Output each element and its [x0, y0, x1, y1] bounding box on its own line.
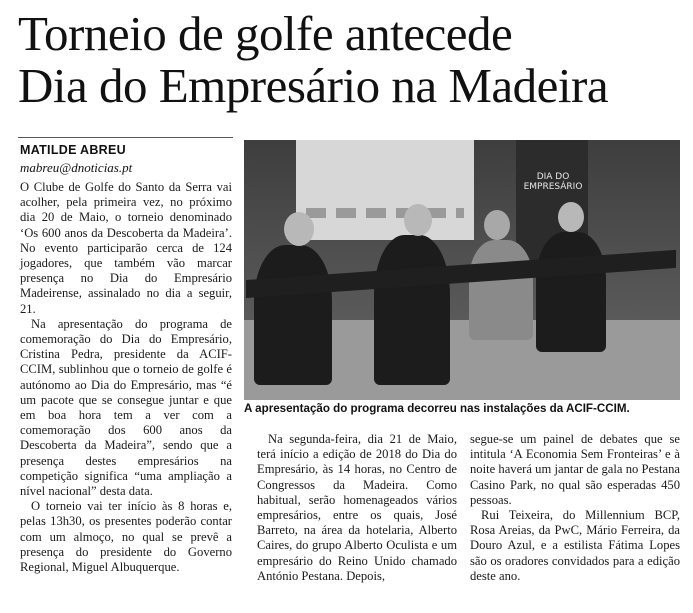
headline-line-1: Torneio de golfe antecede [18, 6, 513, 61]
paragraph: O Clube de Golfe do Santo da Serra vai acolher, pela primeira vez, no próximo dia 20 de Maio, o torneio denominado ‘Os 600 anos da Descoberta da Madeira’. No evento participarão cerca de 124 jogadores, que também vão marcar presença no Dia do Empresário Madeirense, assinalado no dia a seguir, 21. [20, 180, 232, 316]
paragraph: Na apresentação do programa de comemoração do Dia do Empresário, Cristina Pedra, presidente da ACIF-CCIM, sublinhou que o torneio de golfe é autónomo ao Dia do Empresário, mas “é um pacote que se consegue juntar e que em boa hora tem a ver com a comemoração dos 600 anos da Descoberta da Madeira”, sendo que a presença destes empresários na competição significa “uma ampliação a nível nacional” desta data. [20, 316, 232, 499]
headline-line-2: Dia do Empresário na Madeira [18, 58, 609, 113]
paragraph: O torneio vai ter início às 8 horas e, pelas 13h30, os presentes poderão contar com um almoço, no qual se prevê a presença do presidente do Governo Regional, Miguel Albuquerque. [20, 499, 232, 575]
speaker-figure [374, 235, 450, 385]
photo-caption: A apresentação do programa decorreu nas instalações da ACIF-CCIM. [244, 402, 630, 415]
speaker-head [404, 204, 432, 236]
article-column-3 [470, 432, 680, 584]
speaker-figure [536, 232, 606, 352]
speaker-figure [254, 245, 332, 385]
speaker-head [558, 202, 584, 232]
press-photo [244, 140, 680, 400]
banner-text: DIA DO EMPRESÁRIO [523, 172, 583, 192]
speaker-figure [469, 240, 533, 340]
paragraph: Rui Teixeira, do Millennium BCP, Rosa Areias, da PwC, Mário Ferreira, da Douro Azul, e a estilista Fátima Lopes são os oradores convidados para a edição deste ano. [470, 508, 680, 583]
paragraph: segue-se um painel de debates que se intitula ‘A Economia Sem Fronteiras’ e à noite haverá um jantar de gala no Pestana Casino Park, no qual são esperadas 450 pessoas. [470, 432, 680, 507]
article-column-1 [20, 180, 232, 575]
projection-screen [296, 140, 474, 240]
article-column-2 [257, 432, 457, 584]
sponsor-logos [306, 208, 464, 218]
headline [18, 8, 688, 112]
paragraph: Na segunda-feira, dia 21 de Maio, terá início a edição de 2018 do Dia do Empresário, às 14 horas, no Centro de Congressos da Madeira. Como habitual, serão homenageados vários empresários, entre os quais, José Barreto, na área da hotelaria, Alberto Caires, do grupo Alberto Oculista e um empresário do Reino Unido chamado António Pestana. Depois, [257, 432, 457, 583]
speaker-head [284, 212, 314, 246]
author-email[interactable]: mabreu@dnoticias.pt [20, 160, 133, 175]
speaker-head [484, 210, 510, 240]
byline-rule [18, 137, 233, 138]
author-name: MATILDE ABREU [20, 143, 126, 157]
